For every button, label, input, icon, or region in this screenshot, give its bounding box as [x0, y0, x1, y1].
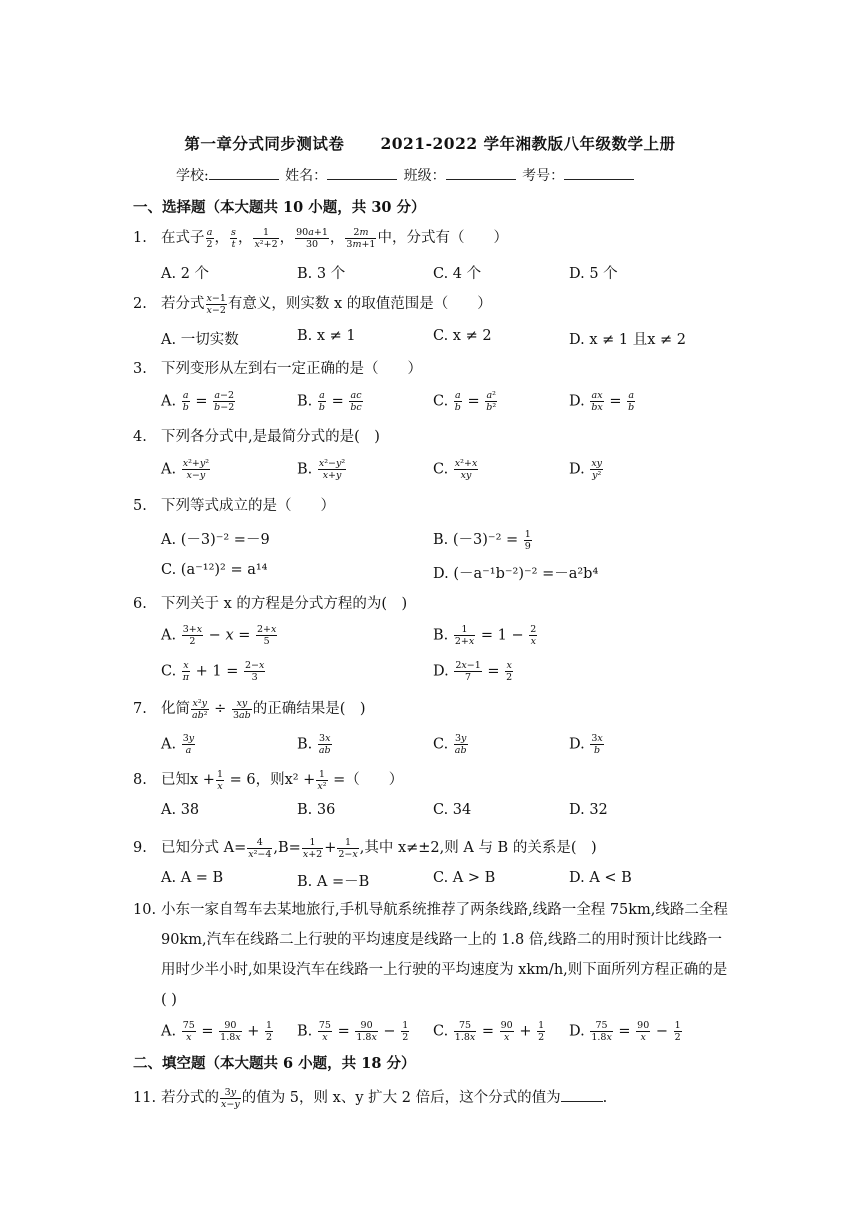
option-d[interactable]: D. $\frac{xy}{\text{y²}}$ — [569, 458, 603, 481]
option-c[interactable]: C. $\frac{\text{x²+x}}{xy}$ — [433, 458, 478, 481]
question-5: 5. 下列等式成立的是（ ） — [133, 498, 335, 514]
name-blank[interactable] — [327, 166, 397, 180]
answer-blank[interactable] — [561, 1089, 603, 1102]
section-one-heading: 一、选择题（本大题共 10 小题，共 30 分） — [133, 199, 426, 216]
section-two-heading: 二、填空题（本大题共 6 小题，共 18 分） — [133, 1055, 416, 1072]
option-c[interactable]: C. $\frac{3y}{ab}$ — [433, 733, 467, 756]
option-a[interactable]: A. $\frac{75}{x}$ = $\frac{90}{1.8x}$ + $\frac{1}{2}$ — [161, 1020, 273, 1043]
option-c[interactable]: C. $\frac{x}{\pi}$ + 1 = $\frac{2-x}{3}$ — [161, 660, 265, 683]
option-a[interactable]: A. $\frac{\text{x²+y²}}{x-y}$ — [161, 458, 210, 481]
option-c[interactable]: C. (a⁻¹²)² = a¹⁴ — [161, 562, 268, 578]
option-b[interactable]: B. x ≠ 1 — [297, 328, 356, 344]
option-d[interactable]: D. $\frac{75}{1.8x}$ = $\frac{90}{x}$ − $\frac{1}{2}$ — [569, 1020, 681, 1043]
title-right: 2021-2022 学年湘教版八年级数学上册 — [380, 134, 676, 153]
option-a[interactable]: A. 38 — [161, 802, 200, 818]
question-1: 1. 在式子 $\frac{a}{2}$ ， $\frac{s}{t}$ ， $\frac{1}{\text{x²+2}}$ ， $\frac{90a+1}{30}$ ， $\frac{2m}{3m+1}$ 中，分式有（ ） — [133, 226, 508, 250]
school-label: 学校: — [176, 168, 209, 184]
option-b[interactable]: B. $\frac{1}{2+x}$ = 1 − $\frac{2}{x}$ — [433, 624, 537, 647]
name-label: 姓名： — [285, 168, 328, 184]
question-11: 11. 若分式的 $\frac{3y}{x-y}$ 的值为 5，则 x、y 扩大 2 倍后，这个分式的值为 . — [133, 1086, 608, 1110]
page-title — [0, 132, 860, 154]
option-b[interactable]: B. $\frac{\text{x²−y²}}{x+y}$ — [297, 458, 346, 481]
option-a[interactable]: A. (－3)⁻² =－9 — [161, 532, 270, 548]
option-d[interactable]: D. x ≠ 1 且x ≠ 2 — [569, 332, 686, 348]
question-8: 8. 已知x + $\frac{1}{x}$ = 6，则x² + $\frac{1}{\text{x²}}$ =（ ） — [133, 768, 404, 792]
option-d[interactable]: D. 5 个 — [569, 266, 618, 282]
option-c[interactable]: C. $\frac{75}{1.8x}$ = $\frac{90}{x}$ + $\frac{1}{2}$ — [433, 1020, 545, 1043]
option-a[interactable]: A. 一切实数 — [161, 332, 239, 348]
option-b[interactable]: B. A =－B — [297, 874, 370, 890]
option-a[interactable]: A. $\frac{3+x}{2}$ − x = $\frac{2+x}{5}$ — [161, 624, 277, 647]
option-c[interactable]: C. 34 — [433, 802, 472, 818]
option-d[interactable]: D. 32 — [569, 802, 608, 818]
option-a[interactable]: A. $\frac{a}{b}$ = $\frac{a-2}{b-2}$ — [161, 390, 235, 413]
question-3: 3. 下列变形从左到右一定正确的是（ ） — [133, 361, 422, 377]
option-a[interactable]: A. $\frac{3y}{a}$ — [161, 733, 195, 756]
question-9: 9. 已知分式 A= $\frac{4}{\text{x²−4}}$ ,B= $\frac{1}{x+2}$ + $\frac{1}{2-x}$ ,其中 x≠±2,则 A 与 B 的关系是( ) — [133, 836, 597, 860]
option-c[interactable]: C. $\frac{a}{b}$ = $\frac{\text{a²}}{\text{b²}}$ — [433, 390, 497, 413]
option-b[interactable]: B. 3 个 — [297, 266, 346, 282]
school-blank[interactable] — [209, 166, 279, 180]
question-2: 2. 若分式 $\frac{x-1}{x-2}$ 有意义，则实数 x 的取值范围是（ ） — [133, 292, 492, 316]
class-label: 班级： — [403, 168, 446, 184]
option-b[interactable]: B. $\frac{3x}{ab}$ — [297, 733, 331, 756]
option-a[interactable]: A. 2 个 — [161, 266, 210, 282]
option-d[interactable]: D. $\frac{ax}{bx}$ = $\frac{a}{b}$ — [569, 390, 635, 413]
option-d[interactable]: D. A < B — [569, 870, 632, 886]
option-c[interactable]: C. A > B — [433, 870, 496, 886]
option-b[interactable]: B. $\frac{a}{b}$ = $\frac{ac}{bc}$ — [297, 390, 362, 413]
option-d[interactable]: D. $\frac{2x-1}{7}$ = $\frac{x}{2}$ — [433, 660, 513, 683]
class-blank[interactable] — [446, 166, 516, 180]
title-left: 第一章分式同步测试卷 — [184, 134, 345, 153]
question-7: 7. 化简 $\frac{\text{x²y}}{\text{ab²}}$ ÷ $\frac{xy}{3ab}$ 的正确结果是( ) — [133, 697, 366, 721]
question-10: 10. 小东一家自驾车去某地旅行,手机导航系统推荐了两条线路,线路一全程 75km,线路二全程 90km,汽车在线路二上行驶的平均速度是线路一上的 1.8 倍,线路二的用时预计比线路一用时少半小时,如果设汽车在线路一上行驶的平均速度为 xkm/h,则下面所列方程正确的是( ) — [133, 902, 728, 1008]
option-a[interactable]: A. A = B — [161, 870, 224, 886]
student-info-line — [176, 165, 636, 185]
exam-no-blank[interactable] — [564, 166, 634, 180]
option-b[interactable]: B. 36 — [297, 802, 336, 818]
option-b[interactable]: B. (－3)⁻² = $\frac{1}{9}$ — [433, 528, 531, 552]
option-d[interactable]: D. (－a⁻¹b⁻²)⁻² =－a²b⁴ — [433, 566, 599, 582]
option-c[interactable]: C. x ≠ 2 — [433, 328, 492, 344]
exam-no-label: 考号： — [522, 168, 565, 184]
question-4: 4. 下列各分式中,是最简分式的是( ) — [133, 429, 380, 445]
option-b[interactable]: B. $\frac{75}{x}$ = $\frac{90}{1.8x}$ − $\frac{1}{2}$ — [297, 1020, 409, 1043]
option-c[interactable]: C. 4 个 — [433, 266, 482, 282]
option-d[interactable]: D. $\frac{3x}{b}$ — [569, 733, 603, 756]
question-6: 6. 下列关于 x 的方程是分式方程的为( ) — [133, 596, 408, 612]
